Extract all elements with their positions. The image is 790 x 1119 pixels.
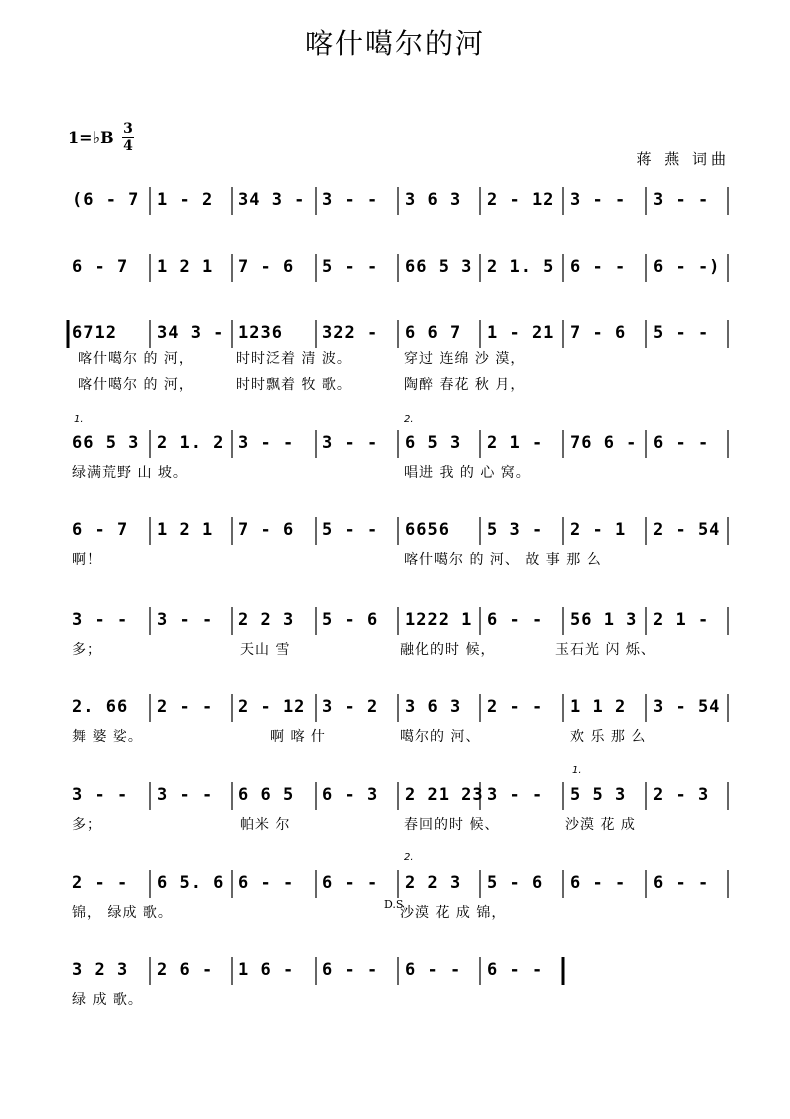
lyric-line: 喀什噶尔 的 河，	[78, 377, 194, 393]
time-signature	[122, 122, 134, 153]
lyric-line: 天山 雪	[240, 642, 291, 658]
measure: 3 - 2	[322, 697, 379, 717]
lyric-line: 噶尔的 河、	[400, 729, 481, 745]
measure: 6 - 7	[72, 257, 129, 277]
measure: 1222 1	[405, 610, 473, 630]
score-row	[0, 428, 790, 518]
measure: 34 3 -	[157, 323, 225, 343]
measure: 3 6 3	[405, 697, 462, 717]
measure: 2 2 3	[405, 873, 462, 893]
measure: 6 - -	[405, 960, 462, 980]
measure: 3 - -	[157, 785, 214, 805]
lyric-line: 锦， 绿成 歌。	[72, 905, 173, 921]
score-row	[0, 515, 790, 605]
time-signature-bottom: 4	[123, 138, 133, 154]
measure: 2 - 12	[238, 697, 306, 717]
measure: 3 - -	[570, 190, 627, 210]
lyric-line: 多；	[72, 642, 102, 658]
measure: 2 6 -	[157, 960, 214, 980]
volta-2-label: 2.	[404, 852, 414, 863]
measure: 5 5 3	[570, 785, 627, 805]
lyric-line: 沙漠 花 成	[565, 817, 636, 833]
lyric-line: 多；	[72, 817, 102, 833]
measure: 6 - -)	[653, 257, 721, 277]
measure: 3 - 54	[653, 697, 721, 717]
measure: 5 - -	[653, 323, 710, 343]
measure: 2 21 23	[405, 785, 484, 805]
time-signature-top: 3	[123, 121, 133, 137]
measure: 3 - -	[72, 785, 129, 805]
lyric-line: 啊 喀 什	[270, 729, 326, 745]
measure: 56 1 3	[570, 610, 638, 630]
measure: 2 - 54	[653, 520, 721, 540]
measure: 6712	[72, 323, 117, 343]
measure: 7 - 6	[238, 257, 295, 277]
lyric-line: 啊！	[72, 552, 102, 568]
lyric-line: 沙漠 花 成 锦，	[400, 905, 507, 921]
measure: 34 3 -	[238, 190, 306, 210]
measure: 66 5 3	[72, 433, 140, 453]
measure: 6 5. 6	[157, 873, 225, 893]
measure: 2 - -	[72, 873, 129, 893]
measure: 2 2 3	[238, 610, 295, 630]
measure: 2 - -	[157, 697, 214, 717]
measure: 3 - -	[653, 190, 710, 210]
measure: 6 - -	[487, 960, 544, 980]
measure: 3 - -	[157, 610, 214, 630]
lyric-line: 喀什噶尔 的 河，	[78, 351, 194, 367]
lyric-line: 春回的时 候、	[404, 817, 500, 833]
lyric-line: 融化的时 候，	[400, 642, 496, 658]
measure: 1 - 21	[487, 323, 555, 343]
measure: (6 - 7	[72, 190, 140, 210]
score-row	[0, 868, 790, 958]
volta-1-label: 1.	[572, 765, 582, 776]
measure: 2 1 -	[653, 610, 710, 630]
measure: 1 1 2	[570, 697, 627, 717]
measure: 2 - 3	[653, 785, 710, 805]
measure: 7 - 6	[238, 520, 295, 540]
lyric-line: 时时泛着 清 波。	[236, 351, 352, 367]
measure: 6 - 7	[72, 520, 129, 540]
measure: 2 1 -	[487, 433, 544, 453]
measure: 3 6 3	[405, 190, 462, 210]
measure: 1 2 1	[157, 257, 214, 277]
measure: 3 - -	[238, 433, 295, 453]
volta-2-label: 2.	[404, 414, 414, 425]
measure: 3 - -	[322, 190, 379, 210]
measure: 6 - 3	[322, 785, 379, 805]
lyric-line: 喀什噶尔 的 河、 故 事 那 么	[404, 552, 602, 568]
measure: 5 - 6	[487, 873, 544, 893]
measure: 66 5 3	[405, 257, 473, 277]
score-row	[0, 318, 790, 408]
measure: 1236	[238, 323, 283, 343]
measure: 2 1. 5	[487, 257, 555, 277]
measure: 3 2 3	[72, 960, 129, 980]
measure: 6 - -	[322, 960, 379, 980]
volta-1-label: 1.	[74, 414, 84, 425]
measure: 1 - 2	[157, 190, 214, 210]
measure: 2. 66	[72, 697, 129, 717]
measure: 6 6 7	[405, 323, 462, 343]
lyric-line: 欢 乐 那 么	[570, 729, 647, 745]
lyric-line: 陶醉 春花 秋 月，	[404, 377, 526, 393]
measure: 3 - -	[322, 433, 379, 453]
measure: 6 - -	[238, 873, 295, 893]
composer-credit: 蒋 燕 词曲	[636, 150, 730, 168]
measure: 5 - -	[322, 257, 379, 277]
score-row	[0, 605, 790, 695]
measure: 1 2 1	[157, 520, 214, 540]
measure: 6 - -	[653, 873, 710, 893]
measure: 6 - -	[322, 873, 379, 893]
score-row	[0, 955, 790, 1045]
measure: 2 - 1	[570, 520, 627, 540]
score-row	[0, 692, 790, 782]
score-row	[0, 780, 790, 870]
lyric-line: 绿 成 歌。	[72, 992, 143, 1008]
measure: 2 1. 2	[157, 433, 225, 453]
measure: 2 - 12	[487, 190, 555, 210]
measure: 5 - -	[322, 520, 379, 540]
lyric-line: 唱进 我 的 心 窝。	[404, 465, 531, 481]
measure: 76 6 -	[570, 433, 638, 453]
measure: 6 - -	[570, 873, 627, 893]
measure: 6656	[405, 520, 450, 540]
measure: 322 -	[322, 323, 379, 343]
ds-marker: D.S	[384, 898, 404, 911]
measure: 6 5 3	[405, 433, 462, 453]
measure: 5 3 -	[487, 520, 544, 540]
song-title: 喀什噶尔的河	[304, 27, 485, 60]
measure: 6 6 5	[238, 785, 295, 805]
measure: 3 - -	[72, 610, 129, 630]
measure: 6 - -	[653, 433, 710, 453]
measure: 3 - -	[487, 785, 544, 805]
lyric-line: 帕米 尔	[240, 817, 291, 833]
lyric-line: 时时飘着 牧 歌。	[236, 377, 352, 393]
lyric-line: 舞 婆 娑。	[72, 729, 143, 745]
measure: 2 - -	[487, 697, 544, 717]
measure: 5 - 6	[322, 610, 379, 630]
lyric-line: 玉石光 闪 烁、	[555, 642, 656, 658]
measure: 1 6 -	[238, 960, 295, 980]
lyric-line: 穿过 连绵 沙 漠，	[404, 351, 526, 367]
measure: 7 - 6	[570, 323, 627, 343]
key-signature: 1=♭B	[68, 128, 114, 147]
lyric-line: 绿满荒野 山 坡。	[72, 465, 188, 481]
measure: 6 - -	[487, 610, 544, 630]
measure: 6 - -	[570, 257, 627, 277]
